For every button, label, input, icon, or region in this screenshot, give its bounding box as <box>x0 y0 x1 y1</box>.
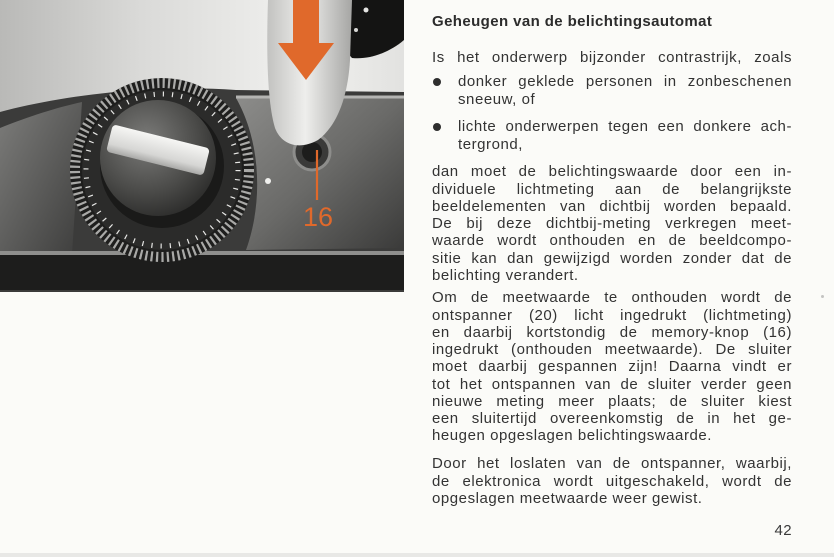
bullet-item <box>432 73 792 109</box>
paragraph <box>432 455 792 508</box>
text-line: dan moet de belichtingswaarde door een in- <box>432 163 792 181</box>
bullet-item <box>432 118 792 154</box>
page-number: 42 <box>774 522 792 539</box>
text-line: ingedrukt (onthouden meetwaarde). De sluiter <box>432 341 792 359</box>
paragraph <box>432 163 792 284</box>
text-line: de elektronica wordt uitgeschakeld, wordt de <box>432 472 792 490</box>
text-line: nieuwe meting meer plaats; de sluiter kiest <box>432 392 792 410</box>
camera-dial <box>70 78 254 262</box>
camera-photo <box>0 0 404 292</box>
text-line: tergrond, <box>458 136 523 153</box>
text-line: Door het loslaten van de ontspanner, waarbij, <box>432 455 792 473</box>
bullet-dot <box>433 123 441 131</box>
text-line: tot het ontspannen van de sluiter verder geen <box>432 375 792 393</box>
intro-line: Is het onderwerp bijzonder contrastrijk, zoals <box>432 48 792 66</box>
text-line: ontspanner (20) licht ingedrukt (lichtmeting) <box>432 306 792 324</box>
camera-front <box>0 255 404 290</box>
indicator-dot <box>265 178 271 184</box>
text-line: Om de meetwaarde te onthouden wordt de <box>432 289 792 307</box>
camera-top-plate-left <box>0 102 82 258</box>
text-line: sitie kan dan gewijzigd worden zonder dat de <box>432 249 792 267</box>
scan-speck <box>821 295 824 298</box>
paragraph <box>432 289 792 444</box>
text-line: heugen opgeslagen belichtingswaarde. <box>432 427 712 445</box>
text-line: belichting verandert. <box>432 266 579 284</box>
bullet-dot <box>433 78 441 86</box>
section-heading: Geheugen van de belichtingsautomat <box>432 13 713 30</box>
text-line: lichte onderwerpen tegen een donkere ach- <box>458 118 792 135</box>
text-line: dividuele lichtmeting aan de belangrijkste <box>432 180 792 198</box>
text-line: een sluitertijd overeenkomstig de in het ge- <box>432 410 792 428</box>
text-line: en daarbij kortstondig de memory-knop (16) <box>432 323 792 341</box>
page-bottom-edge <box>0 553 834 557</box>
text-line: donker geklede personen in zonbeschenen <box>458 73 792 90</box>
text-column <box>432 0 792 557</box>
text-line: moet daarbij gespannen zijn! Daarna vindt er <box>432 358 792 376</box>
text-line: De bij deze dichtbij-meting verkregen meet- <box>432 215 792 233</box>
callout-label: 16 <box>303 202 334 232</box>
text-line: opgeslagen meetwaarde weer gewist. <box>432 490 703 508</box>
text-line: beeldelementen van dichtbij worden bepaald. <box>432 197 792 215</box>
text-line: waarde wordt onthouden en de beeldcompo- <box>432 232 792 250</box>
text-line: sneeuw, of <box>458 91 536 108</box>
